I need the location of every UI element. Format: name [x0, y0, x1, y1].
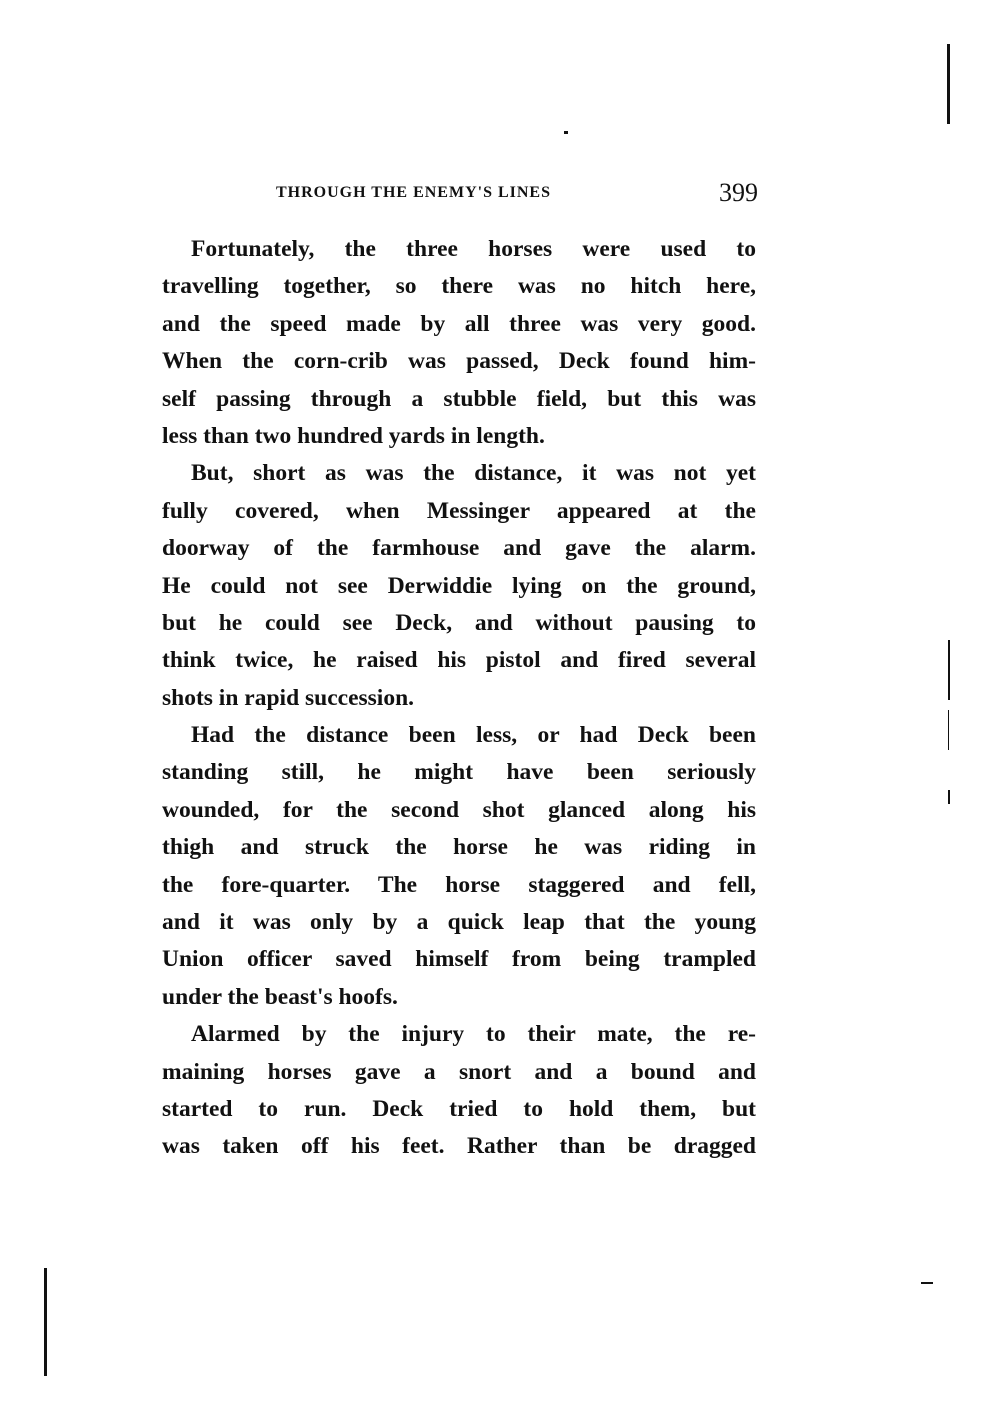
text-line: travelling together, so there was no hitch here,	[162, 273, 756, 300]
scan-dot-top	[564, 131, 568, 134]
scan-edge-mark-right-1	[948, 640, 950, 700]
text-line: standing still, he might have been seriously	[162, 759, 756, 786]
paragraph-3	[162, 717, 756, 1016]
running-head	[276, 178, 758, 212]
text-line: He could not see Derwiddie lying on the ground,	[162, 572, 756, 599]
text-line: But, short as was the distance, it was not yet	[191, 460, 756, 487]
paragraph-2	[162, 455, 756, 717]
running-title: THROUGH THE ENEMY'S LINES	[276, 184, 551, 201]
text-line: doorway of the farmhouse and gave the alarm.	[162, 535, 756, 562]
text-line: fully covered, when Messinger appeared at the	[162, 497, 756, 524]
scan-edge-mark-top-right	[947, 44, 950, 124]
text-line: under the beast's hoofs.	[162, 983, 398, 1010]
text-line: wounded, for the second shot glanced along his	[162, 796, 756, 823]
scan-edge-mark-right-3	[948, 790, 950, 804]
paragraph-1	[162, 231, 756, 455]
text-line: Had the distance been less, or had Deck been	[191, 722, 756, 749]
text-line: Alarmed by the injury to their mate, the re-	[191, 1021, 756, 1048]
text-line: maining horses gave a snort and a bound and	[162, 1058, 756, 1085]
text-line: shots in rapid succession.	[162, 684, 415, 711]
text-line: thigh and struck the horse he was riding in	[162, 834, 756, 861]
body-text	[162, 231, 756, 1166]
text-line: Union officer saved himself from being trampled	[162, 946, 756, 973]
text-line: and the speed made by all three was very good.	[162, 310, 756, 337]
text-line: the fore-quarter. The horse staggered and fell,	[162, 871, 756, 898]
text-line: When the corn-crib was passed, Deck found him-	[162, 348, 756, 375]
text-line: think twice, he raised his pistol and fired several	[162, 647, 756, 674]
text-line: self passing through a stubble field, but this was	[162, 385, 756, 412]
text-line: was taken off his feet. Rather than be dragged	[162, 1133, 756, 1160]
text-line: started to run. Deck tried to hold them, but	[162, 1095, 756, 1122]
scan-edge-mark-bottom-left	[44, 1268, 47, 1376]
text-line: but he could see Deck, and without pausing to	[162, 609, 756, 636]
text-line: Fortunately, the three horses were used to	[191, 236, 756, 262]
text-line: and it was only by a quick leap that the young	[162, 909, 756, 936]
scan-dash-bottom-right	[921, 1282, 933, 1284]
paragraph-4	[162, 1016, 756, 1166]
scan-edge-mark-right-2	[948, 710, 949, 750]
text-line: less than two hundred yards in length.	[162, 422, 545, 449]
page-number: 399	[719, 178, 758, 207]
